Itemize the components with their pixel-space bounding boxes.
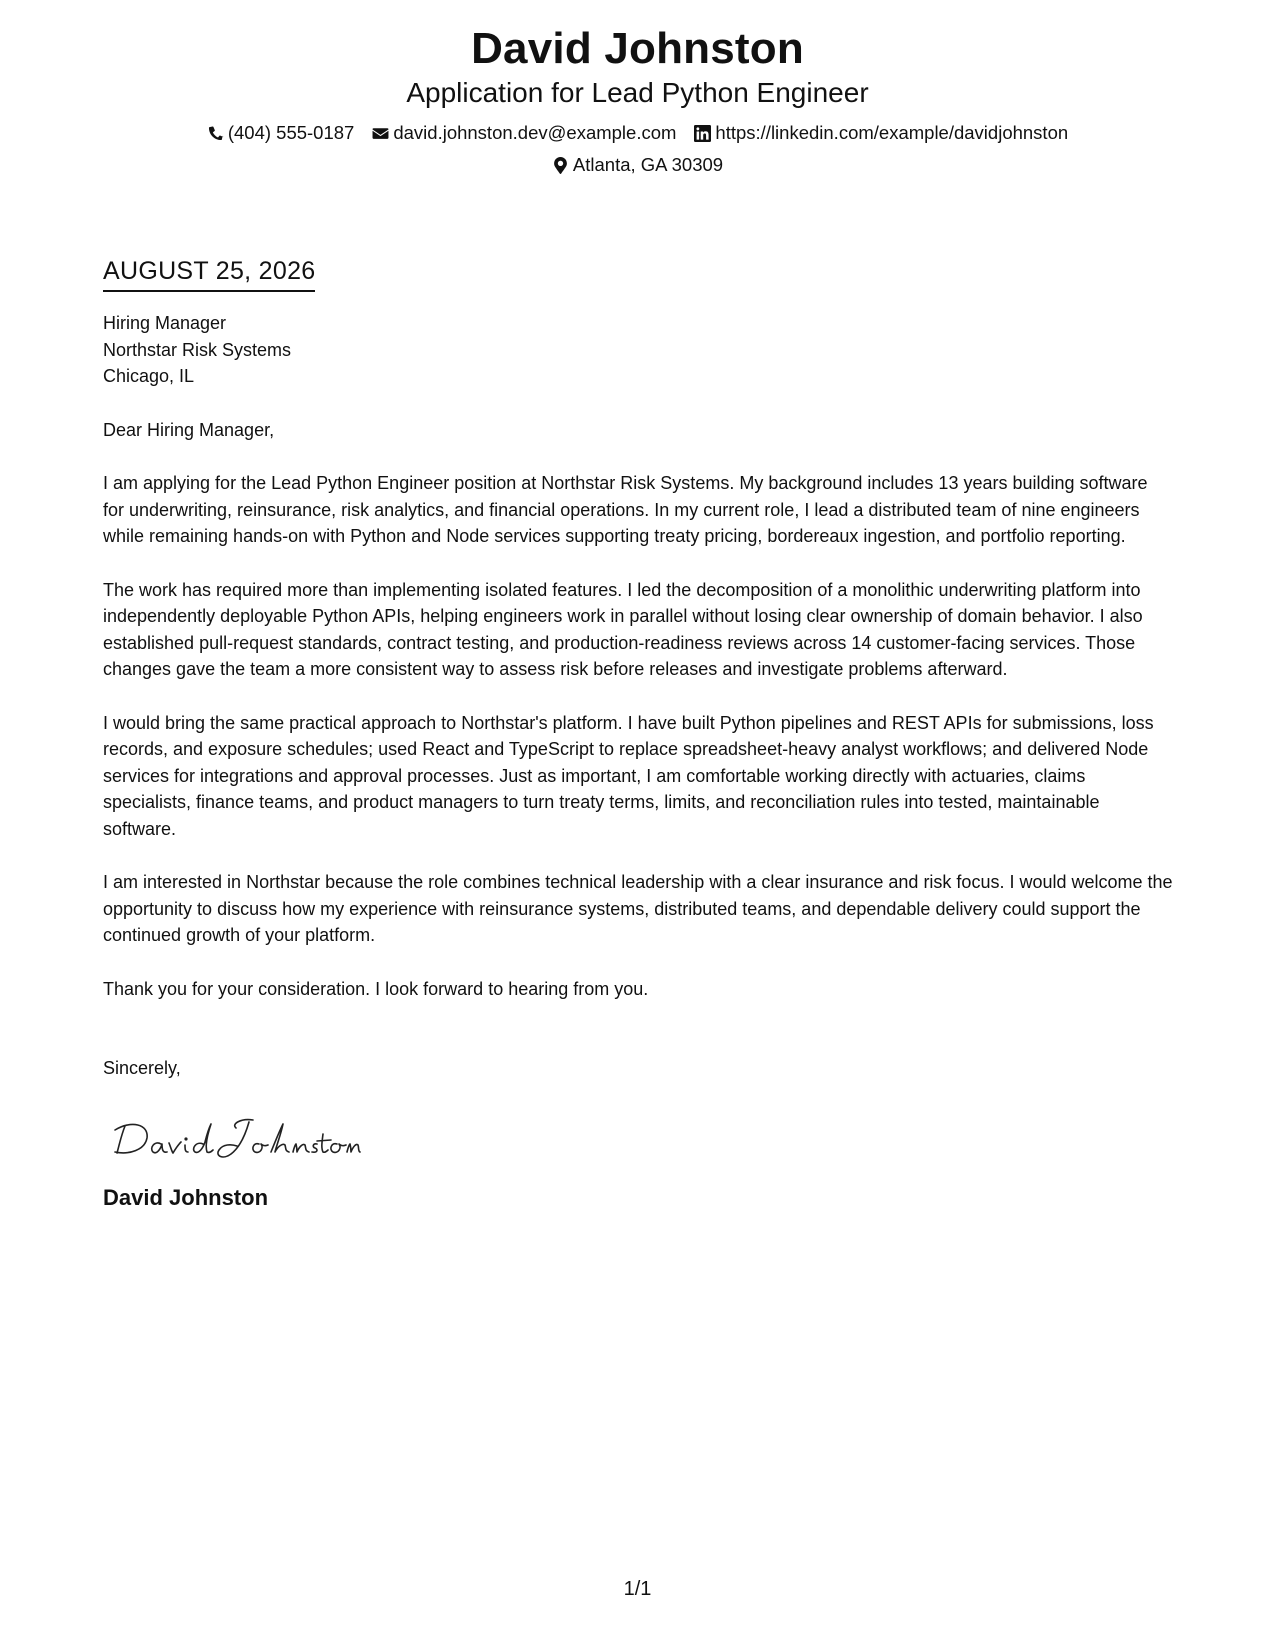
application-title: Application for Lead Python Engineer (406, 77, 869, 108)
letter-header (0, 22, 1275, 178)
letter-date: AUGUST 25, 2026 (103, 255, 315, 292)
signed-name: David Johnston (103, 1184, 269, 1210)
letter-body (103, 255, 1173, 1212)
envelope-icon (372, 125, 389, 142)
email-text[interactable]: david.johnston.dev@example.com (393, 122, 677, 143)
phone-icon (207, 125, 224, 142)
map-marker-icon (552, 157, 569, 174)
contact-phone (207, 120, 355, 146)
contact-row (0, 120, 1275, 146)
recipient-company: Northstar Risk Systems (103, 339, 292, 360)
handwritten-signature (111, 1106, 361, 1166)
contact-linkedin[interactable] (694, 120, 1068, 146)
closing: Sincerely, (103, 1058, 181, 1078)
paragraph: Thank you for your consideration. I look forward to hearing from you. (103, 978, 649, 999)
paragraph: I would bring the same practical approach to Northstar's platform. I have built Python pipelines and REST APIs for submissions, loss records, and exposure schedules; used React and TypeScript to replace spreadsheet-heavy analyst workflows; and delivered Node services for integrations and approval processes. Just as important, I am comfortable working directly with actuaries, claims specialists, finance teams, and product managers to turn treaty terms, limits, and reconciliation rules into tested, maintainable software. (103, 712, 1154, 839)
linkedin-text[interactable]: https://linkedin.com/example/davidjohnston (715, 122, 1069, 143)
signature-drawing (111, 1106, 361, 1166)
phone-text: (404) 555-0187 (227, 122, 355, 143)
paragraph: I am interested in Northstar because the role combines technical leadership with a clear insurance and risk focus. I would welcome the opportunity to discuss how my experience with reinsurance systems, distributed teams, and dependable delivery could support the continued growth of your platform. (103, 872, 1173, 945)
paragraph: I am applying for the Lead Python Engineer position at Northstar Risk Systems. My background includes 13 years building software for underwriting, reinsurance, risk analytics, and financial operations. In my current role, I lead a distributed team of nine engineers while remaining hands-on with Python and Node services supporting treaty pricing, bordereaux ingestion, and portfolio reporting. (103, 473, 1148, 546)
recipient-title: Hiring Manager (103, 313, 227, 333)
paragraph: The work has required more than implementing isolated features. I led the decomposition of a monolithic underwriting platform into independently deployable Python APIs, helping engineers work in parallel without losing clear ownership of domain behavior. I also established pull-request standards, contract testing, and production-readiness reviews across 14 customer-facing services. Those changes gave the team a more consistent way to assess risk before releases and investigate problems afterward. (103, 579, 1143, 679)
contact-location (552, 152, 723, 178)
page-number: 1/1 (623, 1578, 652, 1600)
salutation: Dear Hiring Manager, (103, 419, 275, 440)
recipient-location: Chicago, IL (103, 366, 195, 386)
contact-row-location (0, 152, 1275, 178)
linkedin-icon (694, 125, 711, 142)
applicant-name: David Johnston (471, 24, 804, 73)
contact-email[interactable] (372, 120, 676, 146)
recipient-block (103, 310, 1173, 390)
location-text: Atlanta, GA 30309 (572, 154, 724, 175)
